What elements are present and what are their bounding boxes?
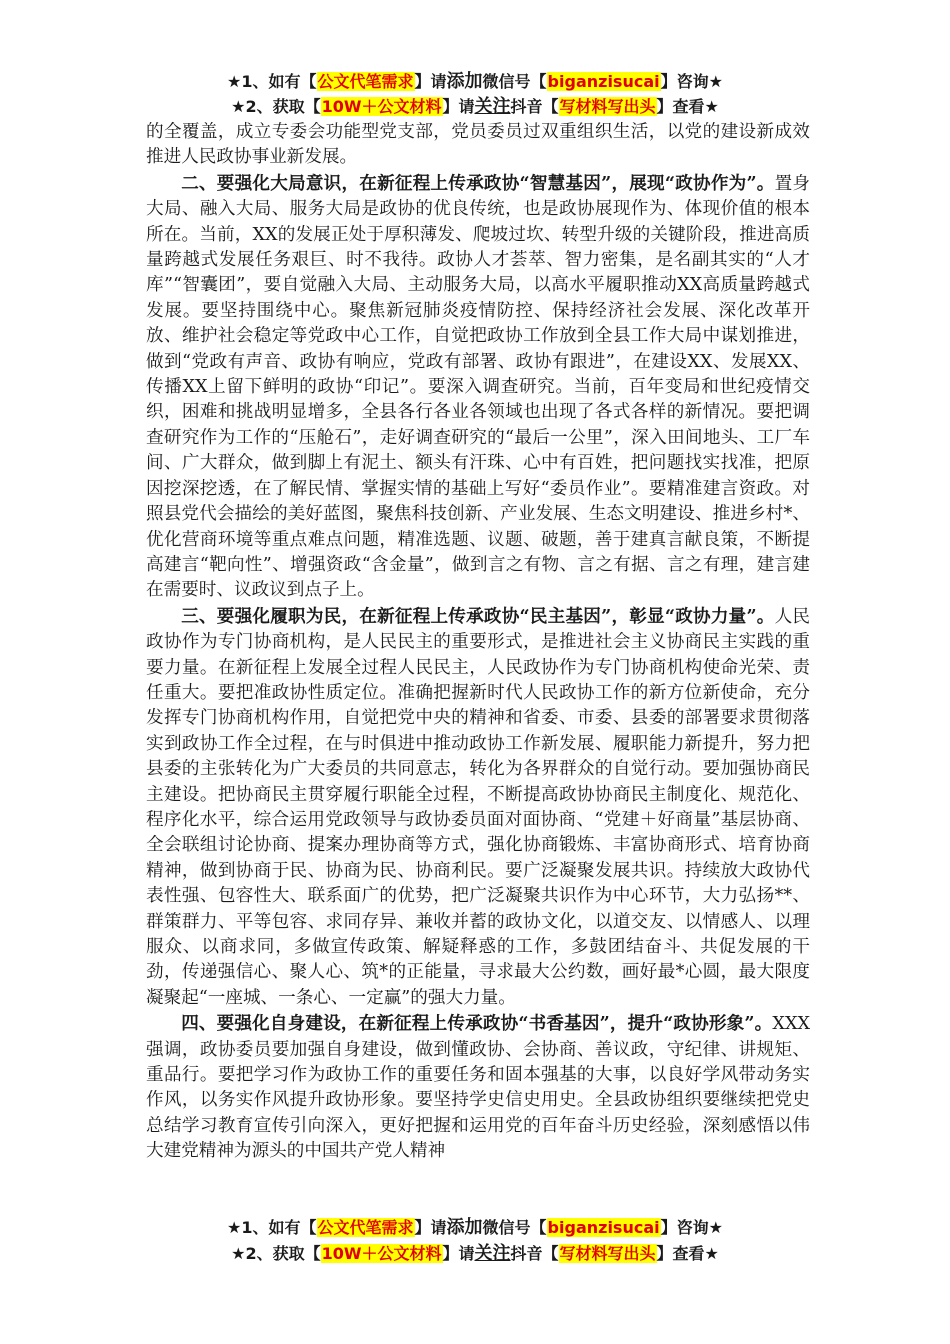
section-3-heading: 三、要强化履职为民，在新征程上传承政协“民主基因”，彰显“政协力量”。: [181, 605, 775, 627]
section-4-text: XXX强调，政协委员要加强自身建设，做到懂政协、会协商、善议政，守纪律、讲规矩、重品行。要把学习作为政协工作的重要任务和固本强基的大事，以良好学风带动务实作风，以务实作风提升政协形象。要坚持学史信史用史。全县政协组织要继续把党史总结学习教育宣传引向深入，更好把握和运用党的百年奋斗历史经验，深刻感悟以伟大建党精神为源头的中国共产党人精神: [146, 1014, 810, 1162]
paragraph-section-2: [146, 171, 810, 604]
ad-highlight-service: 公文代笔需求: [317, 1218, 414, 1237]
ad-highlight-douyin-id: 写材料写出头: [559, 97, 656, 116]
ad-emphasis: 添加: [446, 1217, 483, 1238]
ad-text: 】查看★: [656, 1244, 719, 1263]
section-3-text: 人民政协作为专门协商机构，是人民民主的重要形式，是推进社会主义协商民主实践的重要力量。在新征程上发展全过程人民民主，人民政协作为专门协商机构使命光荣、责任重大。要把准政协性质定位。准确把握新时代人民政协工作的新方位新使命，充分发挥专门协商机构作用，自觉把党中央的精神和省委、市委、县委的部署要求贯彻落实到政协工作全过程，在与时俱进中推动政协工作新发展、履职能力新提升，努力把县委的主张转化为广大委员的共同意志，转化为各界群众的自觉行动。要加强协商民主建设。把协商民主贯穿履行职能全过程，不断提高政协协商民主制度化、规范化、程序化水平，综合运用党政领导与政协委员面对面协商、“党建＋好商量”基层协商、全会联组讨论协商、提案办理协商等方式，强化协商锻炼、丰富协商形式、培育协商精神，做到协商于民、协商为民、协商利民。要广泛凝聚发展共识。持续放大政协代表性强、包容性大、联系面广的优势，把广泛凝聚共识作为中心环节，大力弘扬**、群策群力、平等包容、求同存异、兼收并蓄的政协文化，以道交友、以情感人、以理服众、以商求同，多做宣传政策、解疑释惑的工作，多鼓团结奋斗、共促发展的干劲，传递强信心、聚人心、筑*的正能量，寻求最大公约数，画好最*心圆，最大限度凝聚起“一座城、一条心、一定赢”的强大力量。: [146, 606, 810, 1008]
ad-text: 】咨询★: [660, 1218, 723, 1237]
ad-emphasis: 关注: [474, 1243, 511, 1264]
section-4-heading: 四、要强化自身建设，在新征程上传承政协“书香基因”，提升“政协形象”。: [181, 1013, 773, 1035]
ad-text: 微信号【: [482, 72, 547, 91]
ad-highlight-wechat-id: biganzisucai: [547, 1218, 660, 1237]
ad-highlight-wechat-id: biganzisucai: [547, 72, 660, 91]
paragraph-continuation: 的全覆盖，成立专委会功能型党支部，党员委员过双重组织生活，以党的建设新成效推进人民政协事业新发展。: [146, 122, 810, 168]
ad-text: ★2、获取【: [231, 97, 321, 116]
paragraph-section-3: [146, 604, 810, 1012]
footer-ad-line-2: [0, 1242, 950, 1266]
ad-text: 微信号【: [482, 1218, 547, 1237]
ad-highlight-materials: 10W＋公文材料: [321, 1244, 442, 1263]
header-ad-line-1: [0, 70, 950, 94]
ad-highlight-service: 公文代笔需求: [317, 72, 414, 91]
document-body: [146, 120, 810, 1165]
ad-highlight-materials: 10W＋公文材料: [321, 97, 442, 116]
section-2-text: 置身大局、融入大局、服务大局是政协的优良传统，也是政协展现作为、体现价值的根本所在。当前，XX的发展正处于厚积薄发、爬坡过坎、转型升级的关键阶段，推进高质量跨越式发展任务艰巨、时不我待。政协人才荟萃、智力密集，是名副其实的“人才库”“智囊团”，要自觉融入大局、主动服务大局，以高水平履职推动XX高质量跨越式发展。要坚持围绕中心。聚焦新冠肺炎疫情防控、保持经济社会发展、深化改革开放、维护社会稳定等党政中心工作，自觉把政协工作放到全县工作大局中谋划推进，做到“党政有声音、政协有响应，党政有部署、政协有跟进”，在建设XX、发展XX、传播XX上留下鲜明的政协“印记”。要深入调查研究。当前，百年变局和世纪疫情交织，困难和挑战明显增多，全县各行各业各领域也出现了各式各样的新情况。要把调查研究作为工作的“压舱石”，走好调查研究的“最后一公里”，深入田间地头、工厂车间、广大群众，做到脚上有泥土、额头有汗珠、心中有百姓，把问题找实找准，把原因挖深挖透，在了解民情、掌握实情的基础上写好“委员作业”。要精准建言资政。对照县党代会描绘的美好蓝图，聚焦科技创新、产业发展、生态文明建设、推进乡村*、优化营商环境等重点难点问题，精准选题、议题、破题，善于建真言献良策，不断提高建言“靶向性”、增强资政“含金量”，做到言之有物、言之有据、言之有理，建言建在需要时、议政议到点子上。: [146, 173, 810, 601]
ad-text: ★1、如有【: [227, 72, 317, 91]
ad-text: ★2、获取【: [231, 1244, 321, 1263]
ad-text: 】查看★: [656, 97, 719, 116]
ad-text: 抖音【: [510, 97, 559, 116]
ad-text: 】请: [414, 72, 447, 91]
ad-text: 】请: [414, 1218, 447, 1237]
ad-highlight-douyin-id: 写材料写出头: [559, 1244, 656, 1263]
ad-text: 】请: [442, 1244, 475, 1263]
ad-emphasis: 添加: [446, 71, 483, 92]
ad-text: ★1、如有【: [227, 1218, 317, 1237]
ad-emphasis: 关注: [474, 96, 511, 117]
ad-text: 】请: [442, 97, 475, 116]
section-2-heading: 二、要强化大局意识，在新征程上传承政协“智慧基因”，展现“政协作为”。: [181, 172, 775, 194]
ad-text: 抖音【: [510, 1244, 559, 1263]
paragraph-section-4: [146, 1011, 810, 1164]
header-ad-line-2: [0, 95, 950, 119]
ad-text: 】咨询★: [660, 72, 723, 91]
footer-ad-line-1: [0, 1216, 950, 1240]
